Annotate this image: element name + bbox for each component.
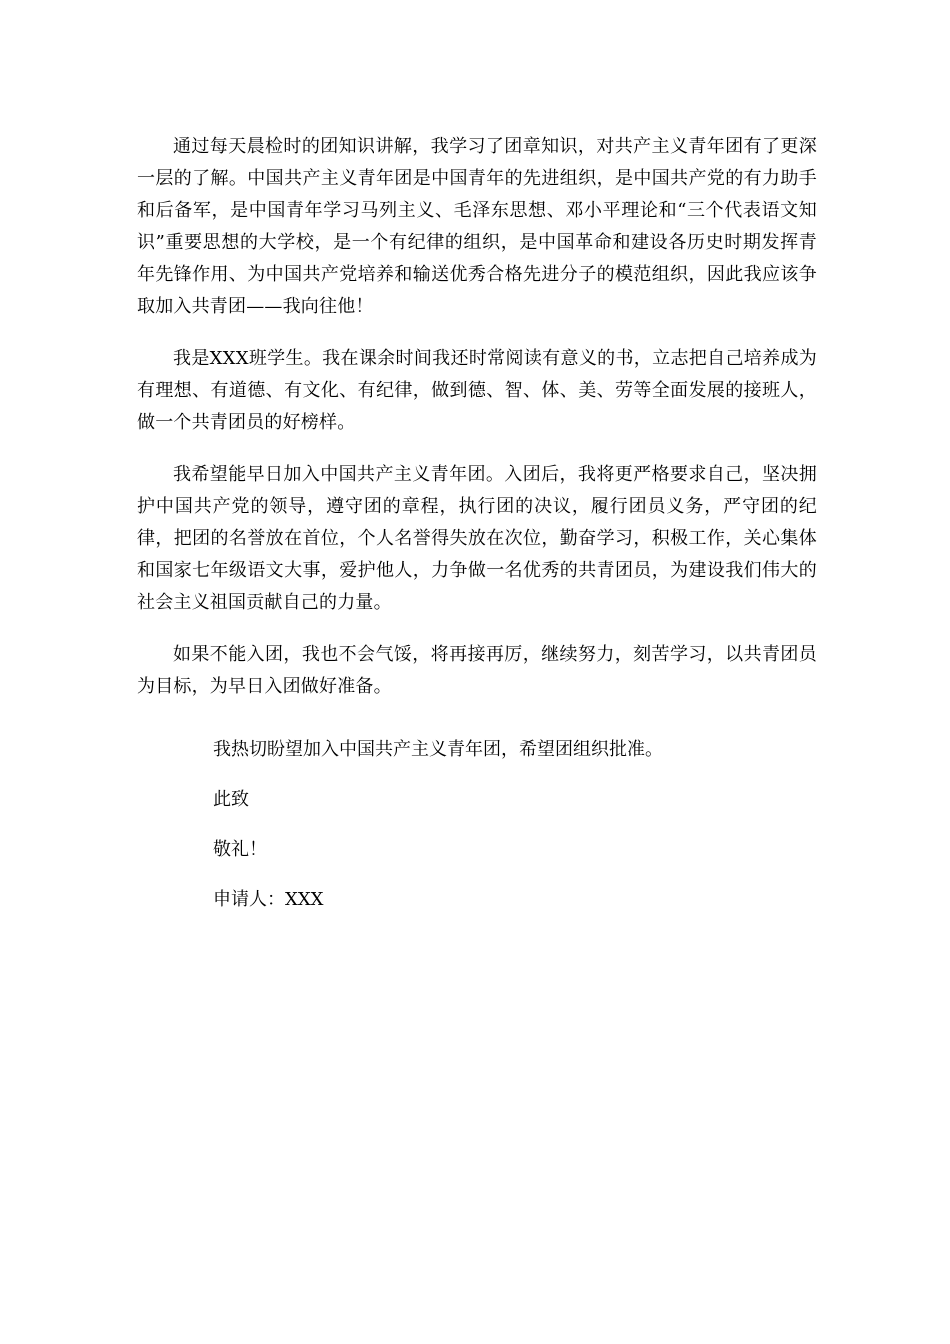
salutation-cizhi: 此致 [213,789,249,810]
paragraph-self-introduction: 我是XXX班学生。我在课余时间我还时常阅读有意义的书，立志把自己培养成为有理想、有道德、有文化、有纪律，做到德、智、体、美、劳等全面发展的接班人，做一个共青团员的好榜样。 [137,348,817,433]
salutation-jingli: 敬礼！ [213,839,267,860]
closing-wish: 我热切盼望加入中国共产主义青年团，希望团组织批准。 [213,739,663,760]
signature: 申请人：XXX [213,889,324,910]
paragraph-commitment: 我希望能早日加入中国共产主义青年团。入团后，我将更严格要求自己，坚决拥护中国共产党的领导，遵守团的章程，执行团的决议，履行团员义务，严守团的纪律，把团的名誉放在首位，个人名誉得失放在次位，勤奋学习，积极工作，关心集体和国家七年级语文大事，爱护他人，力争做一名优秀的共青团员，为建设我们伟大的社会主义祖国贡献自己的力量。 [137,464,817,613]
letter-body [137,131,817,916]
paragraph-league-knowledge: 通过每天晨检时的团知识讲解，我学习了团章知识，对共产主义青年团有了更深一层的了解。中国共产主义青年团是中国青年的先进组织，是中国共产党的有力助手和后备军，是中国青年学习马列主义、毛泽东思想、邓小平理论和“三个代表语文知识”重要思想的大学校，是一个有纪律的组织，是中国革命和建设各历史时期发挥青年先锋作用、为中国共产党培养和输送优秀合格先进分子的模范组织，因此我应该争取加入共青团——我向往他！ [137,136,817,317]
paragraph-resolve: 如果不能入团，我也不会气馁，将再接再厉，继续努力，刻苦学习，以共青团员为目标，为早日入团做好准备。 [137,644,817,697]
